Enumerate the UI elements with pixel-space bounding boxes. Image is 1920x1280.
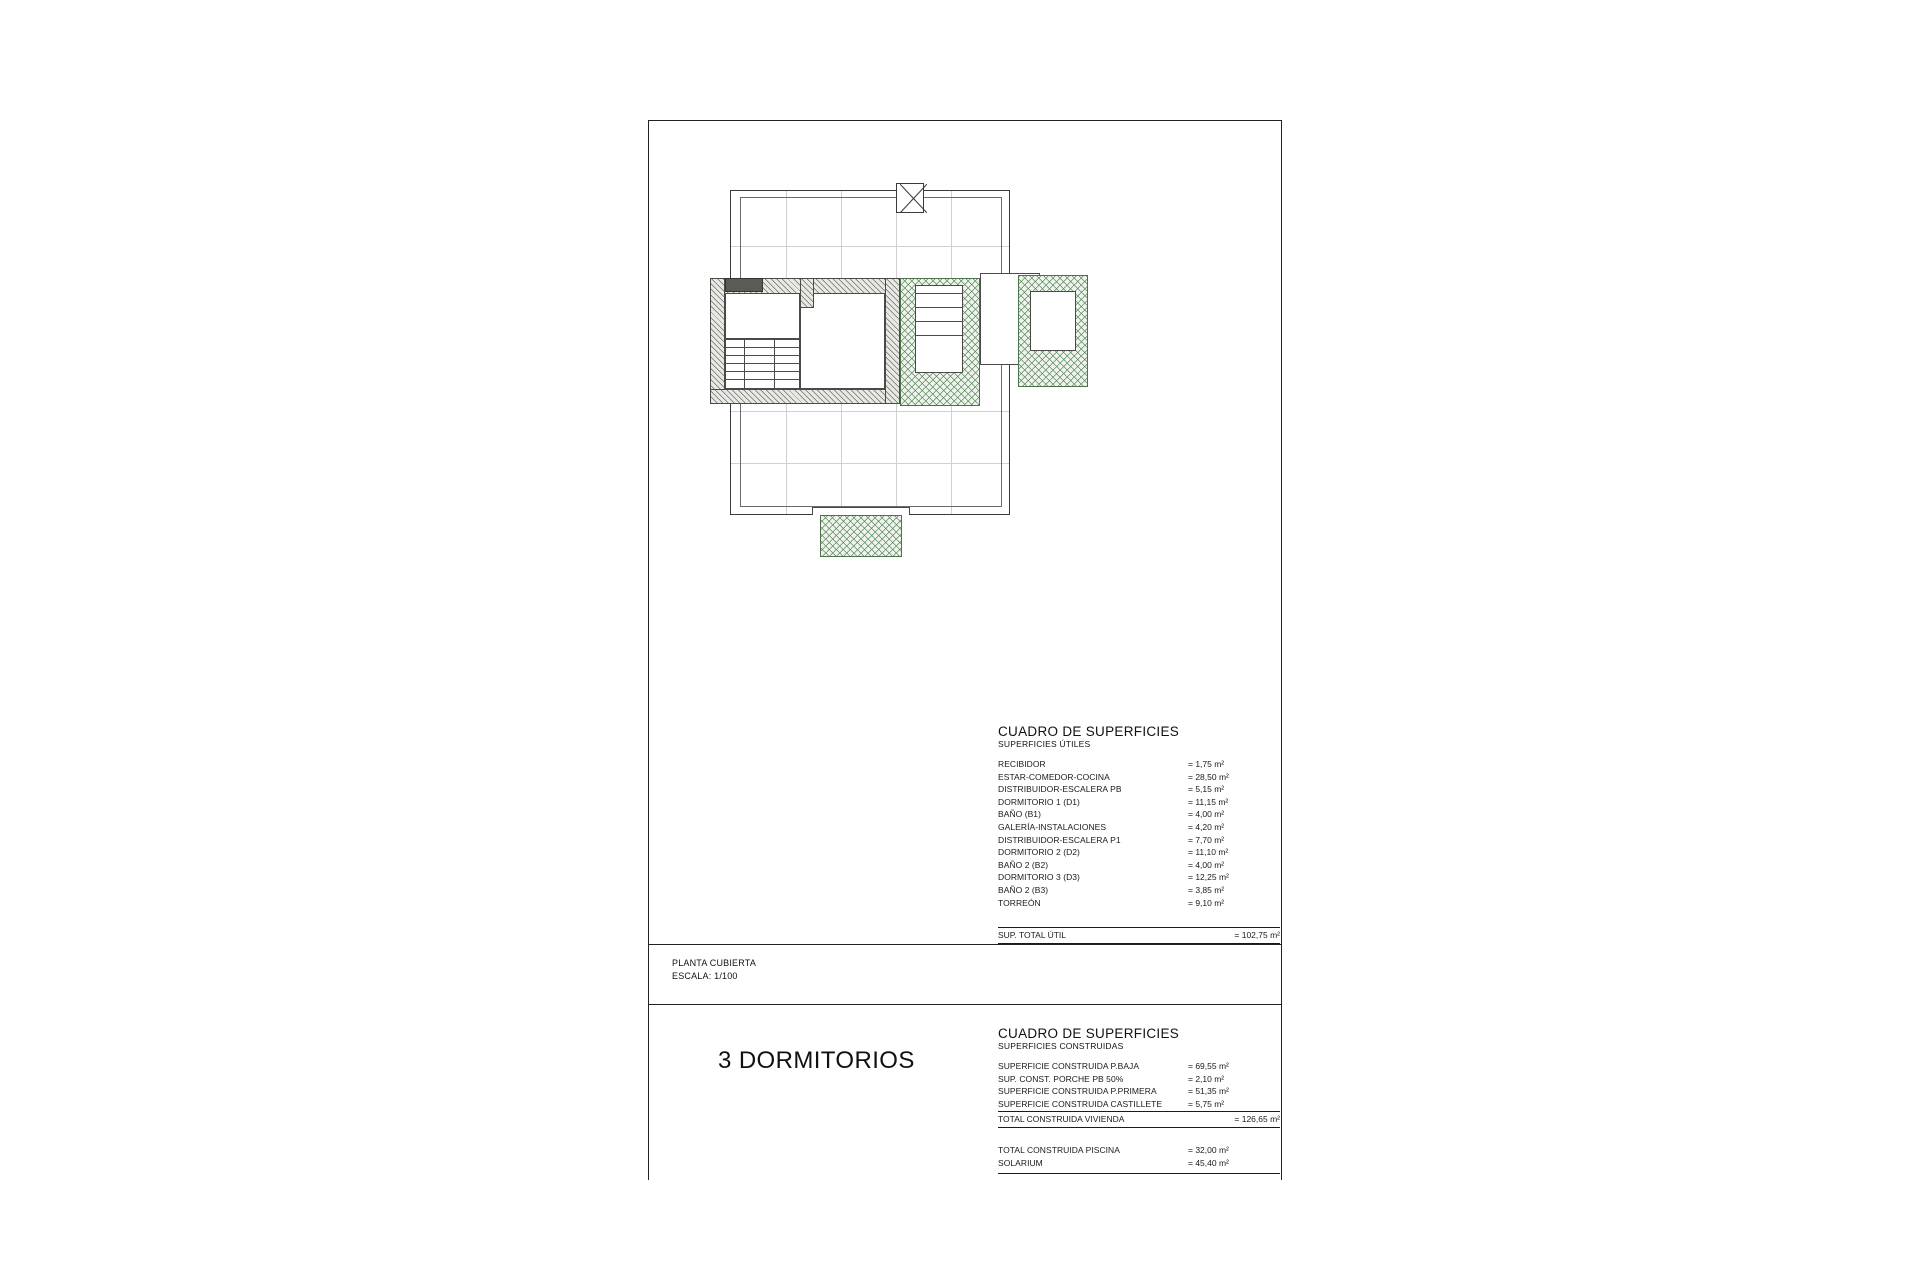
row-label: RECIBIDOR	[998, 759, 1046, 769]
plan-caption	[672, 957, 756, 983]
plan-caption-line2: ESCALA: 1/100	[672, 971, 738, 981]
row-value: = 7,70 m²	[1188, 834, 1225, 845]
built-areas-subtitle: SUPERFICIES CONSTRUIDAS	[998, 1041, 1124, 1051]
row-value: = 5,75 m²	[1188, 1098, 1225, 1109]
row-label: SUPERFICIE CONSTRUIDA P.BAJA	[998, 1061, 1140, 1071]
row-value: = 9,10 m²	[1188, 897, 1225, 908]
table-row	[998, 808, 1280, 821]
row-label: SUPERFICIE CONSTRUIDA CASTILLETE	[998, 1098, 1163, 1109]
table-row	[998, 859, 1280, 872]
table-row	[998, 783, 1280, 796]
chimney-marker	[896, 183, 924, 213]
built-areas-table	[998, 1026, 1280, 1174]
row-label: ESTAR-COMEDOR-COCINA	[998, 771, 1110, 782]
row-label: DISTRIBUIDOR-ESCALERA PB	[998, 784, 1122, 795]
row-value: = 5,15 m²	[1188, 784, 1225, 795]
table-row	[998, 1144, 1280, 1157]
table-row	[998, 834, 1280, 847]
built-areas-title: CUADRO DE SUPERFICIES	[998, 1026, 1180, 1041]
row-label: BAÑO 2 (B3)	[998, 884, 1049, 895]
table-row	[998, 884, 1280, 897]
wall-bottom	[710, 389, 900, 404]
plan-caption-line1: PLANTA CUBIERTA	[672, 958, 757, 968]
table-row	[998, 771, 1280, 784]
row-label: SUP. CONST. PORCHE PB 50%	[998, 1073, 1124, 1084]
row-value: = 11,10 m²	[1188, 847, 1229, 858]
row-value: = 3,85 m²	[1188, 884, 1225, 895]
page-title: 3 DORMITORIOS	[718, 1047, 915, 1074]
total-label: TOTAL CONSTRUIDA VIVIENDA	[998, 1114, 1125, 1125]
total-label: SUP. TOTAL ÚTIL	[998, 930, 1067, 941]
row-label: DORMITORIO 2 (D2)	[998, 847, 1080, 858]
row-value: = 2,10 m²	[1188, 1073, 1225, 1084]
sheet-divider-lower	[648, 1004, 1282, 1005]
row-label: DISTRIBUIDOR-ESCALERA P1	[998, 834, 1121, 845]
terrace-void	[915, 285, 963, 373]
row-label: DORMITORIO 1 (D1)	[998, 796, 1080, 807]
row-label: SUPERFICIE CONSTRUIDA P.PRIMERA	[998, 1086, 1157, 1097]
row-value: = 4,00 m²	[1188, 809, 1225, 820]
wall-partition	[800, 278, 814, 308]
row-label: TORREÓN	[998, 897, 1041, 908]
row-value: = 12,25 m²	[1188, 872, 1229, 883]
table-row	[998, 1098, 1280, 1111]
table-row	[998, 1157, 1280, 1170]
row-label: DORMITORIO 3 (D3)	[998, 872, 1080, 883]
pool-water	[1030, 291, 1076, 351]
table-row	[998, 1073, 1280, 1086]
table-row	[998, 758, 1280, 771]
wall-right	[885, 278, 900, 404]
total-value: = 102,75 m²	[1234, 930, 1280, 941]
table-row	[998, 1085, 1280, 1098]
useful-areas-title: CUADRO DE SUPERFICIES	[998, 724, 1180, 739]
wall-left	[710, 278, 725, 404]
row-value: = 1,75 m²	[1188, 759, 1225, 769]
table-row	[998, 846, 1280, 859]
built-areas-total-row	[998, 1111, 1280, 1128]
row-label: BAÑO 2 (B2)	[998, 859, 1049, 870]
table-row	[998, 821, 1280, 834]
useful-areas-table	[998, 724, 1280, 944]
useful-areas-subtitle: SUPERFICIES ÚTILES	[998, 739, 1091, 749]
row-value: = 11,15 m²	[1188, 796, 1229, 807]
row-label: SOLARIUM	[998, 1157, 1043, 1168]
porch-edge	[812, 507, 910, 515]
row-value: = 69,55 m²	[1188, 1061, 1229, 1071]
wall-solid-block	[725, 278, 763, 292]
interior-room-upper-left	[725, 293, 800, 339]
row-label: TOTAL CONSTRUIDA PISCINA	[998, 1145, 1120, 1156]
row-value: = 4,20 m²	[1188, 821, 1225, 832]
sheet-divider-upper	[648, 944, 1282, 945]
porch-hatch	[820, 515, 902, 557]
table-row	[998, 796, 1280, 809]
row-value: = 51,35 m²	[1188, 1086, 1229, 1097]
row-value: = 32,00 m²	[1188, 1145, 1229, 1156]
total-value: = 126,65 m²	[1234, 1114, 1280, 1125]
table-row	[998, 871, 1280, 884]
row-value: = 45,40 m²	[1188, 1157, 1229, 1168]
roof-plan-drawing	[700, 175, 1150, 575]
row-value: = 28,50 m²	[1188, 771, 1229, 782]
row-label: BAÑO (B1)	[998, 809, 1041, 820]
table-row	[998, 1060, 1280, 1073]
useful-areas-total-row	[998, 927, 1280, 944]
row-value: = 4,00 m²	[1188, 859, 1225, 870]
row-label: GALERÍA-INSTALACIONES	[998, 821, 1107, 832]
table-row	[998, 897, 1280, 910]
